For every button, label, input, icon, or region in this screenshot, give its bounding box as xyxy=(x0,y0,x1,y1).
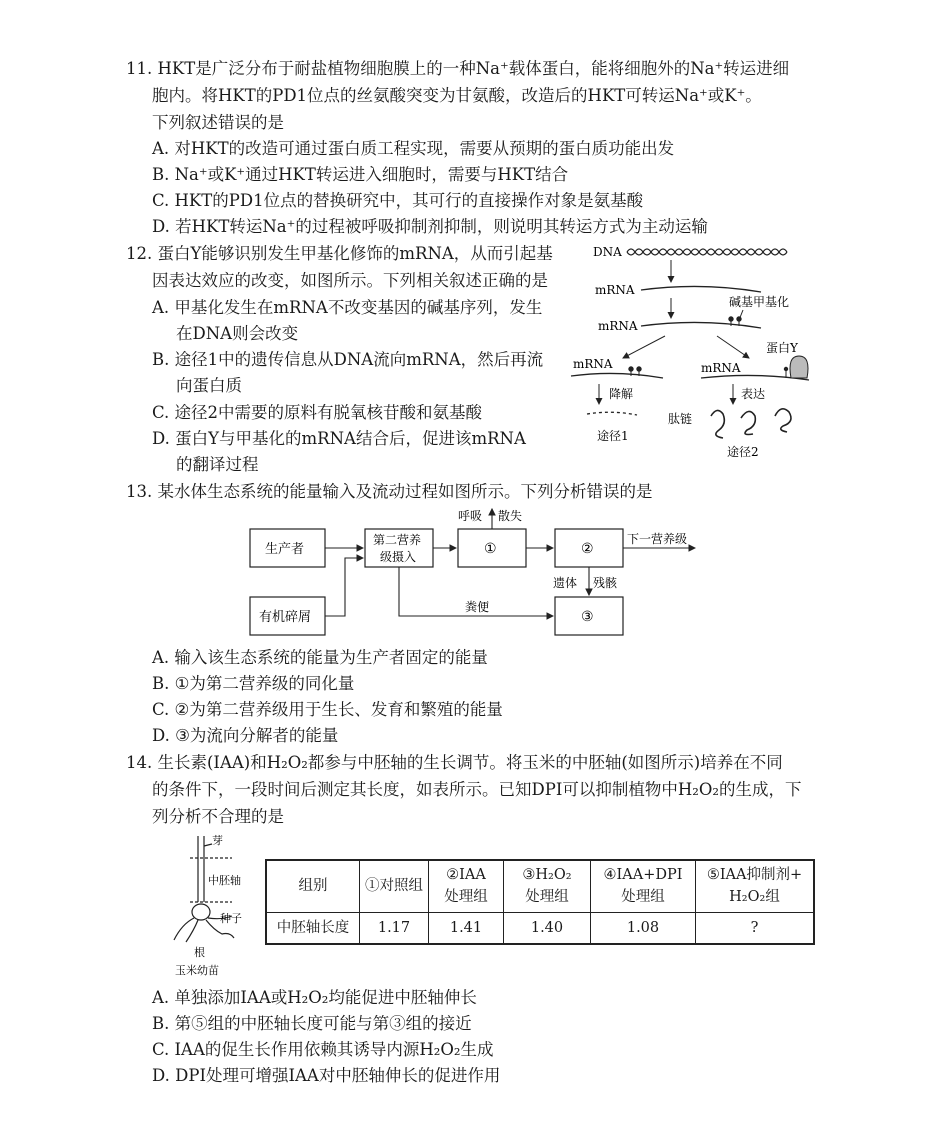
q12-option-d-cont: 的翻译过程 xyxy=(176,455,259,474)
mrna-label-3: mRNA xyxy=(573,357,613,371)
seed-shape xyxy=(192,904,210,920)
table-row xyxy=(266,912,814,944)
protein-y-shape xyxy=(784,356,808,378)
debris-label: 有机碎屑 xyxy=(259,610,312,625)
respiration-label: 呼吸 xyxy=(458,509,483,523)
table-header-inhibitor: ⑤IAA抑制剂+ H₂O₂组 xyxy=(696,860,815,912)
table-header-group: 组别 xyxy=(266,860,360,912)
value-h2o2: 1.40 xyxy=(504,912,591,944)
q14-option-c[interactable]: C. IAA的促生长作用依赖其诱导内源H₂O₂生成 xyxy=(152,1040,494,1059)
seedling-caption: 玉米幼苗 xyxy=(175,964,219,977)
q14-option-a[interactable]: A. 单独添加IAA或H₂O₂均能促进中胚轴伸长 xyxy=(152,988,477,1007)
energy-flow-diagram xyxy=(245,505,705,640)
q14-stem-line3: 列分析不合理的是 xyxy=(152,807,284,826)
seed-label: 种子 xyxy=(220,912,242,925)
dna-label: DNA xyxy=(593,245,622,259)
seedling-stem xyxy=(198,836,204,902)
q14-option-b[interactable]: B. 第⑤组的中胚轴长度可能与第③组的接近 xyxy=(152,1014,472,1033)
mrna-label-4: mRNA xyxy=(701,361,741,375)
loss-label: 散失 xyxy=(498,509,523,523)
q11-stem-line1: 11. HKT是广泛分布于耐盐植物细胞膜上的一种Na⁺载体蛋白，能将细胞外的Na⁺转运进细 xyxy=(126,59,790,78)
feces-label: 粪便 xyxy=(465,600,490,614)
results-table xyxy=(265,859,815,945)
maize-seedling-figure xyxy=(160,832,260,980)
q11-option-a[interactable]: A. 对HKT的改造可通过蛋白质工程实现，需要从预期的蛋白质功能出发 xyxy=(152,139,675,158)
degrade-label: 降解 xyxy=(609,387,634,401)
remains-label: 遗体 xyxy=(553,576,578,590)
dna-helix xyxy=(627,249,787,255)
intake-label-1: 第二营养 xyxy=(373,533,422,547)
circle-3-label: ③ xyxy=(581,609,594,625)
circle-2-label: ② xyxy=(581,541,594,557)
q13-option-d[interactable]: D. ③为流向分解者的能量 xyxy=(152,726,339,745)
table-header-h2o2: ③H₂O₂ 处理组 xyxy=(504,860,591,912)
path2-label: 途径2 xyxy=(727,445,759,459)
table-header-iaa-dpi: ④IAA+DPI 处理组 xyxy=(591,860,696,912)
methylation-diagram xyxy=(565,240,830,465)
q13-option-c[interactable]: C. ②为第二营养级用于生长、发育和繁殖的能量 xyxy=(152,700,503,719)
root-label: 根 xyxy=(194,946,205,959)
circle-1-label: ① xyxy=(484,541,497,557)
q12-option-b[interactable]: B. 途径1中的遗传信息从DNA流向mRNA，然后再流 xyxy=(152,350,544,369)
q11-option-b[interactable]: B. Na⁺或K⁺通过HKT转运进入细胞时，需要与HKT结合 xyxy=(152,165,569,184)
row-label: 中胚轴长度 xyxy=(266,912,360,944)
table-header-control: ①对照组 xyxy=(360,860,429,912)
q13-option-b[interactable]: B. ①为第二营养级的同化量 xyxy=(152,674,355,693)
q12-option-a[interactable]: A. 甲基化发生在mRNA不改变基因的碱基序列，发生 xyxy=(152,298,543,317)
table-header-row xyxy=(266,860,814,912)
intake-label-2: 级摄入 xyxy=(380,550,417,564)
q12-stem-line1: 12. 蛋白Y能够识别发生甲基化修饰的mRNA，从而引起基 xyxy=(126,244,553,263)
methylation-label: 碱基甲基化 xyxy=(729,295,790,309)
q12-option-c[interactable]: C. 途径2中需要的原料有脱氧核苷酸和氨基酸 xyxy=(152,403,483,422)
value-iaa-dpi: 1.08 xyxy=(591,912,696,944)
q13-option-a[interactable]: A. 输入该生态系统的能量为生产者固定的能量 xyxy=(152,648,488,667)
bud-label: 芽 xyxy=(212,834,223,847)
q14-option-d[interactable]: D. DPI处理可增强IAA对中胚轴伸长的促进作用 xyxy=(152,1066,501,1085)
q12-option-d[interactable]: D. 蛋白Y与甲基化的mRNA结合后，促进该mRNA xyxy=(152,429,526,448)
q11-option-c[interactable]: C. HKT的PD1位点的替换研究中，其可行的直接操作对象是氨基酸 xyxy=(152,191,644,210)
q12-option-b-cont: 向蛋白质 xyxy=(176,376,242,395)
next-level-label: 下一营养级 xyxy=(627,532,688,546)
path1-label: 途径1 xyxy=(597,429,629,443)
q14-stem-line2: 的条件下，一段时间后测定其长度，如表所示。已知DPI可以抑制植物中H₂O₂的生成，下 xyxy=(152,780,802,799)
q11-stem-line3: 下列叙述错误的是 xyxy=(152,113,284,132)
residue-label: 残骸 xyxy=(593,576,618,590)
producer-label: 生产者 xyxy=(265,542,305,557)
mrna-label-1: mRNA xyxy=(595,283,635,297)
q11-stem-line2: 胞内。将HKT的PD1位点的丝氨酸突变为甘氨酸，改造后的HKT可转运Na⁺或K⁺。 xyxy=(152,86,762,105)
value-control: 1.17 xyxy=(360,912,429,944)
peptide-chains xyxy=(711,409,791,438)
value-iaa: 1.41 xyxy=(429,912,504,944)
table-header-iaa: ②IAA 处理组 xyxy=(429,860,504,912)
express-label: 表达 xyxy=(741,387,766,401)
q11-option-d[interactable]: D. 若HKT转运Na⁺的过程被呼吸抑制剂抑制，则说明其转运方式为主动运输 xyxy=(152,217,708,236)
protein-y-label: 蛋白Y xyxy=(766,341,798,355)
degraded-mrna xyxy=(587,412,637,415)
axis-label: 中胚轴 xyxy=(208,874,241,887)
q13-stem: 13. 某水体生态系统的能量输入及流动过程如图所示。下列分析错误的是 xyxy=(126,482,653,501)
peptide-label: 肽链 xyxy=(668,412,693,426)
q14-stem-line1: 14. 生长素(IAA)和H₂O₂都参与中胚轴的生长调节。将玉米的中胚轴(如图所示)培养在不同 xyxy=(126,753,783,772)
q12-stem-line2: 因表达效应的改变，如图所示。下列相关叙述正确的是 xyxy=(152,271,548,290)
q12-option-a-cont: 在DNA则会改变 xyxy=(176,324,299,343)
value-inhibitor: ? xyxy=(696,912,815,944)
mrna-label-2: mRNA xyxy=(598,319,638,333)
